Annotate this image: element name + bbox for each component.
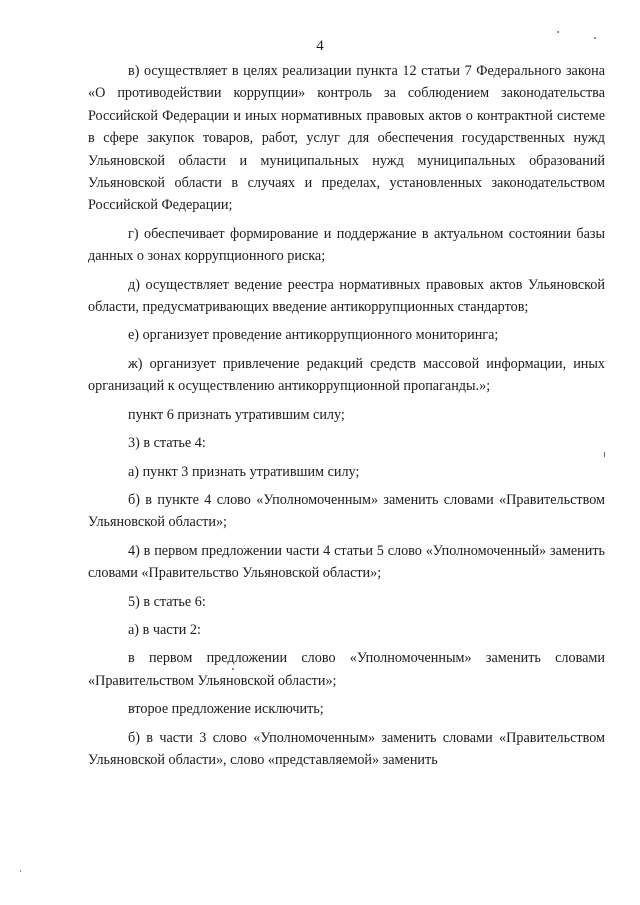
paragraph-point-6: пункт 6 признать утратившим силу; [128,406,345,423]
paragraph-e: е) организует проведение антикоррупционного мониторинга; [128,327,499,344]
paragraph-g: г) обеспечивает формирование и поддержание в актуальном состоянии базы данных о зонах коррупционного риска; [88,225,605,265]
paragraph-item-3b: б) в пункте 4 слово «Уполномоченным» заменить словами «Правительством Ульяновской области»; [88,491,605,531]
paragraph-item-5b: б) в части 3 слово «Уполномоченным» заменить словами «Правительством Ульяновской области», слово «представляемой» заменить [88,729,605,768]
paragraph-d: д) осуществляет ведение реестра нормативных правовых актов Ульяновской области, предусматривающих введение антикоррупционных стандартов; [88,276,605,316]
page-number: 4 [316,38,324,54]
paragraph-item-3: 3) в статье 4: [128,435,206,452]
paragraph-item-4: 4) в первом предложении части 4 статьи 5 слово «Уполномоченный» заменить словами «Правительство Ульяновской области»; [88,542,605,582]
paragraph-item-3a: а) пункт 3 признать утратившим силу; [128,463,360,480]
paragraph-item-5a: а) в части 2: [128,621,201,638]
paragraph-zh: ж) организует привлечение редакций средств массовой информации, иных организаций к осуществлению антикоррупционной пропаганды.»; [88,355,605,395]
paragraph-first-sentence: в первом предложении слово «Уполномоченным» заменить словами «Правительством Ульяновской области»; [88,650,605,689]
scan-speck [20,870,21,872]
document-body [88,60,605,771]
scan-speck [557,31,559,33]
paragraph-v: в) осуществляет в целях реализации пункта 12 статьи 7 Федерального закона «О противодействии коррупции» контроль за соблюдением законодательства Российской Федерации и иных нормативных правовых актов о контрактной системе в сфере закупок товаров, работ, услуг для обеспечения государственных нужд Ульяновской области и муниципальных нужд муниципальных образований Ульяновской области в случаях и пределах, установленных законодательством Российской Федерации; [88,63,605,214]
paragraph-item-5: 5) в статье 6: [128,593,206,610]
paragraph-second-sentence: второе предложение исключить; [128,701,324,718]
